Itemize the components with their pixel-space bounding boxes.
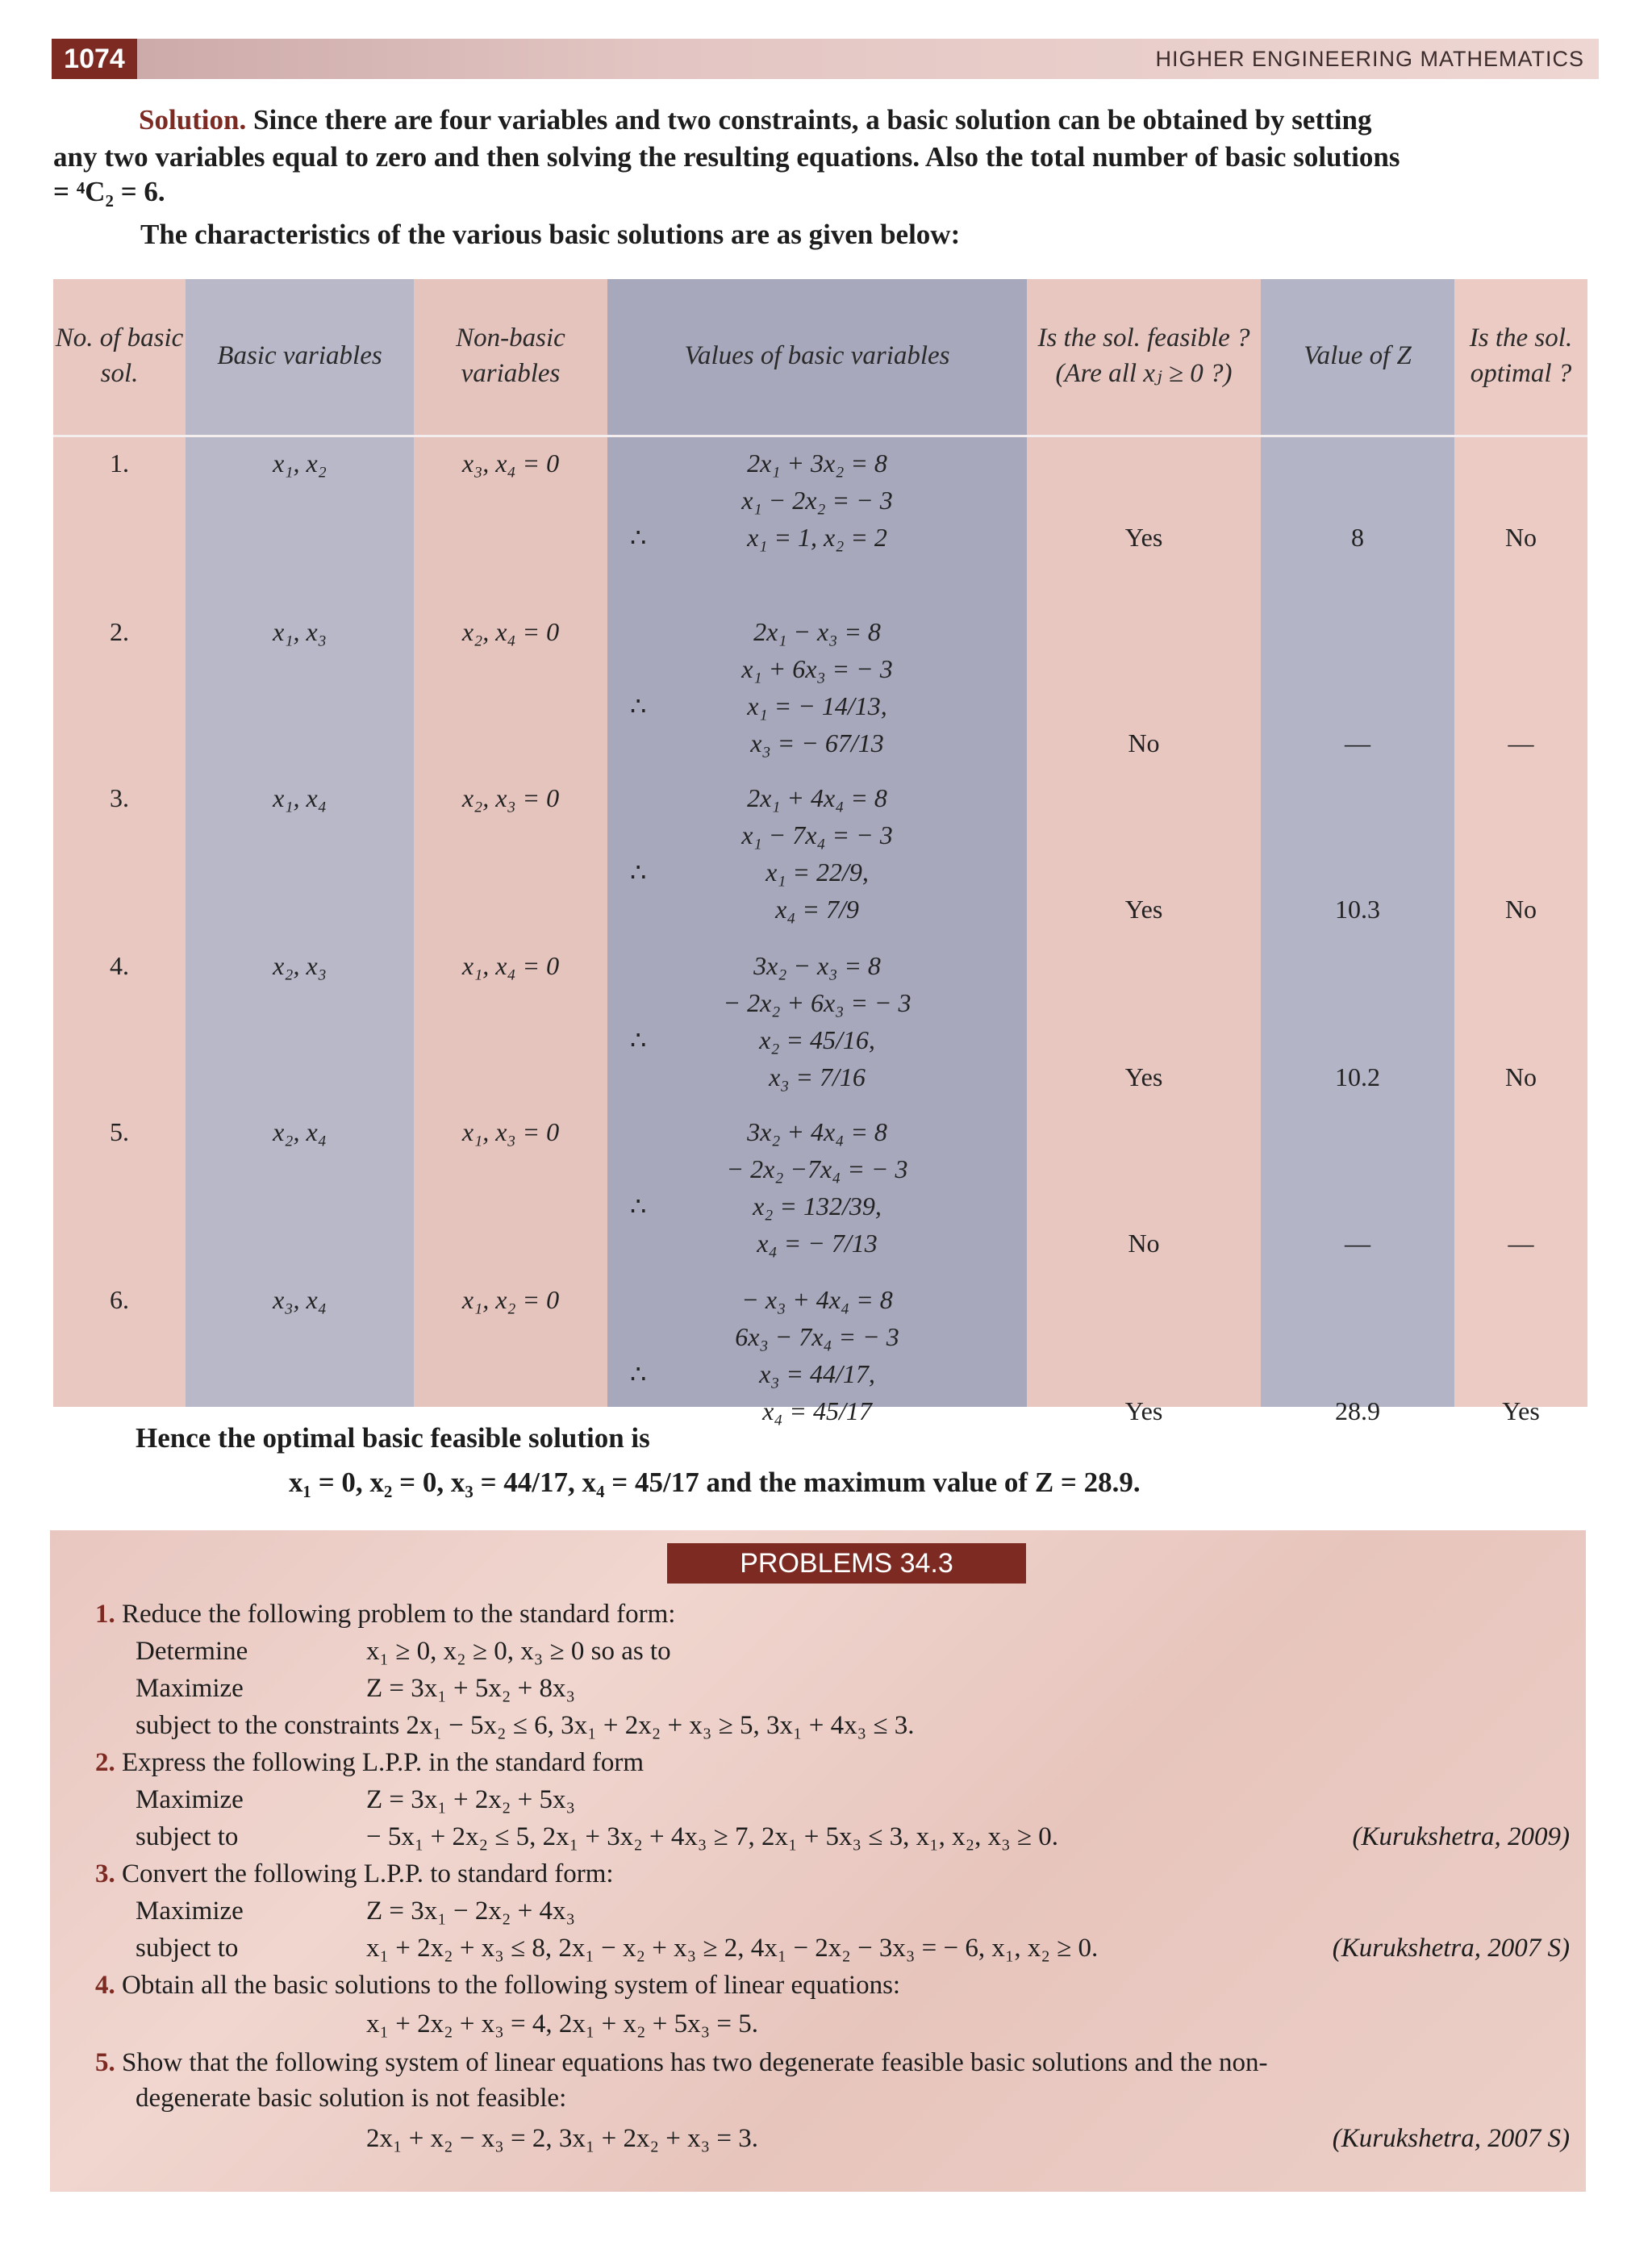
problem-5-expr: 2x₁ + x₂ − x₃ = 2, 3x₁ + 2x₂ + x₃ = 3. xyxy=(366,2124,758,2153)
problem-5-citation: (Kurukshetra, 2007 S) xyxy=(1332,2124,1570,2153)
page-number: 1074 xyxy=(52,39,137,79)
header-z: Value of Z xyxy=(1304,341,1412,370)
problem-2-expr-2: − 5x₁ + 2x₂ ≤ 5, 2x₁ + 3x₂ + 4x₃ ≥ 7, 2x₁ + 5x₃ ≤ 3, x₁, x₂, x₃ ≥ 0. xyxy=(366,1822,1059,1851)
table-cell-optimal: No xyxy=(1504,1062,1537,1091)
problem-5-number: 5. xyxy=(95,2048,115,2077)
table-cell-therefore: ∴ xyxy=(630,1359,647,1388)
basic-solutions-table xyxy=(53,279,1587,1425)
conclusion-line-1: Hence the optimal basic feasible solution is xyxy=(136,1422,650,1454)
problem-4-number: 4. xyxy=(95,1971,115,2000)
table-cell-nonbasic: x₂, x₃ = 0 xyxy=(461,783,560,812)
table-cell-z: — xyxy=(1345,1229,1370,1258)
table-cell-z: 28.9 xyxy=(1335,1396,1380,1425)
problems-box xyxy=(50,1530,1586,2192)
header-rule xyxy=(53,435,1587,437)
intro-line-4: The characteristics of the various basic solutions are as given below: xyxy=(140,219,961,250)
table-cell-feasible: Yes xyxy=(1124,523,1163,552)
table-cell-res2: x₃ = − 67/13 xyxy=(750,728,884,757)
problem-2-label-1: Maximize xyxy=(136,1785,244,1814)
table-cell-feasible: Yes xyxy=(1124,1396,1163,1425)
table-cell-res1: x₁ = 1, x₂ = 2 xyxy=(747,523,887,552)
table-cell-no: 1. xyxy=(110,449,129,478)
table-cell-optimal: No xyxy=(1504,523,1537,552)
table-cell-eq2: x₁ − 2x₂ = − 3 xyxy=(741,486,893,515)
table-cell-res1: x₁ = − 14/13, xyxy=(747,691,887,720)
header-optimal: Is the sol. optimal ? xyxy=(1469,323,1573,388)
table-cell-nonbasic: x₁, x₄ = 0 xyxy=(461,951,560,980)
table-cell-nonbasic: x₃, x₄ = 0 xyxy=(461,449,560,478)
table-cell-nonbasic: x₂, x₄ = 0 xyxy=(461,617,560,646)
problem-1-text: Reduce the following problem to the standard form: xyxy=(122,1600,676,1629)
table-cell-no: 3. xyxy=(110,783,129,812)
problem-5 xyxy=(95,2045,1268,2080)
table-cell-nonbasic: x₁, x₃ = 0 xyxy=(461,1117,560,1146)
problem-2-text: Express the following L.P.P. in the standard form xyxy=(122,1748,645,1777)
table-cell-eq1: 3x₂ − x₃ = 8 xyxy=(753,951,881,980)
problem-1-number: 1. xyxy=(95,1600,115,1629)
table-cell-z: 8 xyxy=(1351,523,1364,552)
table-cell-basic: x₂, x₄ xyxy=(273,1117,327,1146)
table-cell-eq2: x₁ − 7x₄ = − 3 xyxy=(741,820,893,849)
table-cell-eq1: 2x₁ + 3x₂ = 8 xyxy=(747,449,887,478)
table-cell-therefore: ∴ xyxy=(630,1025,647,1054)
problem-2-expr-1: Z = 3x₁ + 2x₂ + 5x₃ xyxy=(366,1785,576,1814)
table-cell-no: 6. xyxy=(110,1285,129,1314)
problem-1-expr-1: x₁ ≥ 0, x₂ ≥ 0, x₃ ≥ 0 so as to xyxy=(366,1637,671,1666)
table-cell-res1: x₂ = 132/39, xyxy=(753,1191,882,1221)
table-cell-feasible: No xyxy=(1128,1229,1160,1258)
problem-1-label-1: Determine xyxy=(136,1637,248,1666)
table-cell-nonbasic: x₁, x₂ = 0 xyxy=(461,1285,560,1314)
intro-line-3: = ⁴C₂ = 6. xyxy=(53,176,165,207)
problem-3-label-1: Maximize xyxy=(136,1897,244,1926)
problem-1-expr-2: Z = 3x₁ + 5x₂ + 8x₃ xyxy=(366,1674,576,1703)
table-cell-feasible: Yes xyxy=(1124,1062,1163,1091)
table-cell-eq1: − x₃ + 4x₄ = 8 xyxy=(741,1285,893,1314)
problem-3-number: 3. xyxy=(95,1859,115,1888)
table-cell-basic: x₂, x₃ xyxy=(273,951,327,980)
table-cell-res2: x₄ = 7/9 xyxy=(775,895,859,924)
table-cell-basic: x₁, x₃ xyxy=(273,617,327,646)
table-cell-feasible: No xyxy=(1128,728,1160,757)
problem-3-citation: (Kurukshetra, 2007 S) xyxy=(1332,1934,1570,1963)
problem-5-text: Show that the following system of linear equations has two degenerate feasible basic solutions and the non- xyxy=(122,2048,1268,2077)
intro-line-1 xyxy=(139,102,1599,138)
table-cell-optimal: — xyxy=(1508,728,1534,757)
table-cell-z: — xyxy=(1345,728,1370,757)
problem-3-label-2: subject to xyxy=(136,1934,239,1963)
problem-2-citation: (Kurukshetra, 2009) xyxy=(1352,1822,1570,1851)
table-cell-basic: x₁, x₄ xyxy=(273,783,327,812)
table-cell-res2: x₃ = 7/16 xyxy=(769,1062,866,1091)
table-cell-eq2: 6x₃ − 7x₄ = − 3 xyxy=(735,1322,899,1351)
table-cell-res1: x₁ = 22/9, xyxy=(766,858,869,887)
table-cell-res1: x₃ = 44/17, xyxy=(759,1359,875,1388)
problem-3-expr-2: x₁ + 2x₂ + x₃ ≤ 8, 2x₁ − x₂ + x₃ ≥ 2, 4x₁ − 2x₂ − 3x₃ = − 6, x₁, x₂ ≥ 0. xyxy=(366,1934,1099,1963)
table-cell-res2: x₄ = − 7/13 xyxy=(757,1229,878,1258)
header-values: Values of basic variables xyxy=(684,341,950,370)
header-feasible: Is the sol. feasible ? (Are all xⱼ ≥ 0 ?) xyxy=(1037,323,1250,388)
problem-2 xyxy=(95,1745,644,1780)
problems-title: PROBLEMS 34.3 xyxy=(667,1543,1026,1584)
table-cell-no: 5. xyxy=(110,1117,129,1146)
table-cell-eq1: 2x₁ − x₃ = 8 xyxy=(753,617,881,646)
table-cell-optimal: Yes xyxy=(1502,1396,1540,1425)
table-cell-res1: x₂ = 45/16, xyxy=(759,1025,875,1054)
table-cell-feasible: Yes xyxy=(1124,895,1163,924)
problem-3-text: Convert the following L.P.P. to standard form: xyxy=(122,1859,614,1888)
table-cell-z: 10.2 xyxy=(1335,1062,1380,1091)
problem-5-text-2: degenerate basic solution is not feasible: xyxy=(136,2084,567,2113)
problem-2-number: 2. xyxy=(95,1748,115,1777)
problem-1-constraints: subject to the constraints 2x₁ − 5x₂ ≤ 6, 3x₁ + 2x₂ + x₃ ≥ 5, 3x₁ + 4x₃ ≤ 3. xyxy=(136,1711,915,1740)
problem-4 xyxy=(95,1968,900,2003)
problem-1-label-2: Maximize xyxy=(136,1674,244,1703)
table-cell-eq2: − 2x₂ −7x₄ = − 3 xyxy=(726,1154,908,1183)
intro-line-2: any two variables equal to zero and then solving the resulting equations. Also the total number of basic solutions xyxy=(53,141,1400,173)
table-cell-z: 10.3 xyxy=(1335,895,1380,924)
conclusion-line-2: x₁ = 0, x₂ = 0, x₃ = 44/17, x₄ = 45/17 and the maximum value of Z = 28.9. xyxy=(289,1467,1141,1498)
intro-text-1: Since there are four variables and two constraints, a basic solution can be obtained by setting xyxy=(253,104,1372,136)
table-cell-therefore: ∴ xyxy=(630,523,647,552)
problem-1 xyxy=(95,1596,675,1632)
problem-2-label-2: subject to xyxy=(136,1822,239,1851)
problem-3-expr-1: Z = 3x₁ − 2x₂ + 4x₃ xyxy=(366,1897,576,1926)
table-cell-basic: x₁, x₂ xyxy=(273,449,327,478)
table-cell-eq2: x₁ + 6x₃ = − 3 xyxy=(741,654,893,683)
solution-label: Solution. xyxy=(139,104,247,136)
page-header xyxy=(52,39,1599,79)
table-cell-basic: x₃, x₄ xyxy=(273,1285,327,1314)
table-cell-therefore: ∴ xyxy=(630,1191,647,1221)
table-cell-eq1: 3x₂ + 4x₄ = 8 xyxy=(747,1117,887,1146)
table-cell-eq1: 2x₁ + 4x₄ = 8 xyxy=(747,783,887,812)
book-title: HIGHER ENGINEERING MATHEMATICS xyxy=(1155,47,1584,71)
table-cell-therefore: ∴ xyxy=(630,858,647,887)
table-cell-eq2: − 2x₂ + 6x₃ = − 3 xyxy=(723,988,912,1017)
table-cell-no: 4. xyxy=(110,951,129,980)
header-no: No. of basic sol. xyxy=(55,323,184,388)
header-nonbasic: Non-basic variables xyxy=(456,323,565,388)
table-cell-therefore: ∴ xyxy=(630,691,647,720)
table-cell-no: 2. xyxy=(110,617,129,646)
table-cell-res2: x₄ = 45/17 xyxy=(762,1396,872,1425)
table-cell-optimal: No xyxy=(1504,895,1537,924)
header-basic: Basic variables xyxy=(217,341,382,370)
problem-4-text: Obtain all the basic solutions to the following system of linear equations: xyxy=(122,1971,901,2000)
table-cell-optimal: — xyxy=(1508,1229,1534,1258)
problem-3 xyxy=(95,1856,614,1892)
problem-4-expr: x₁ + 2x₂ + x₃ = 4, 2x₁ + x₂ + 5x₃ = 5. xyxy=(366,2009,758,2038)
